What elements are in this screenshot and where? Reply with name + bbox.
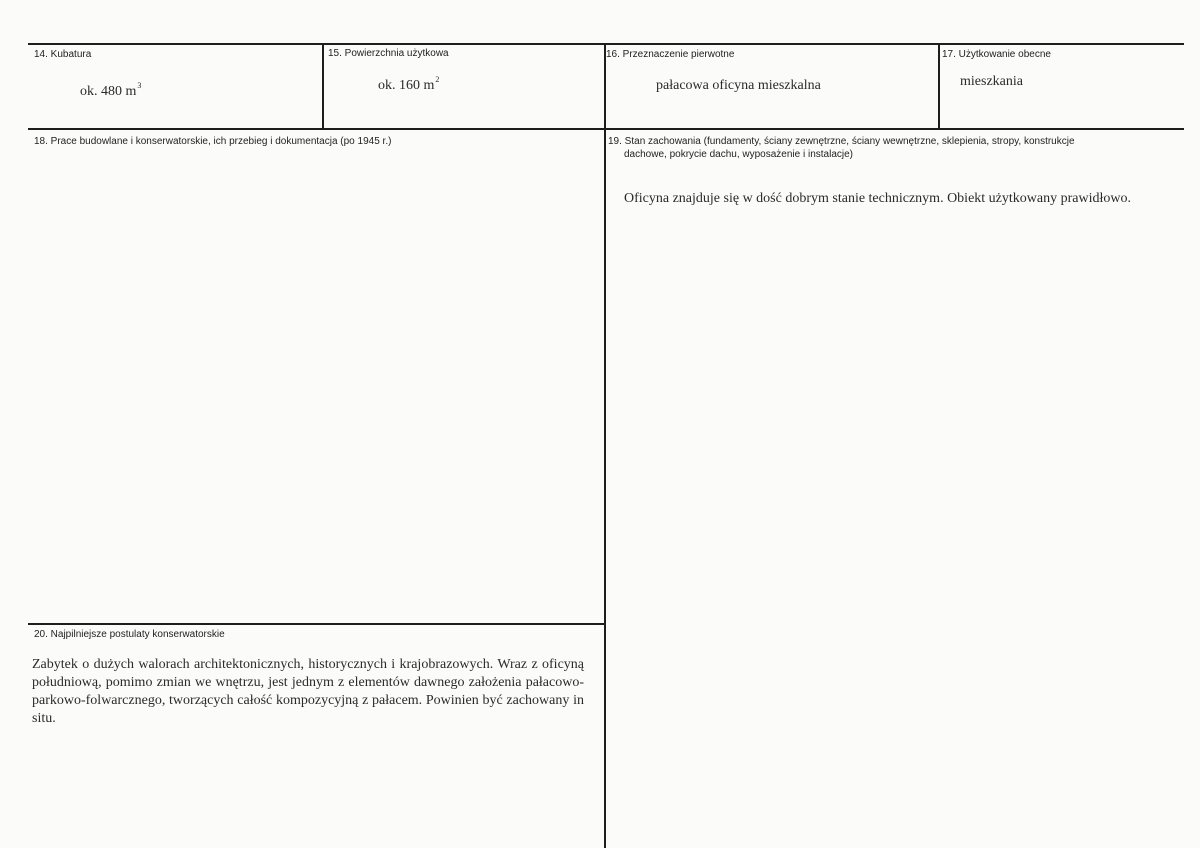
- field-17-label: 17. Użytkowanie obecne: [942, 49, 1051, 60]
- field-16-value: pałacowa oficyna mieszkalna: [656, 78, 821, 93]
- field-14-value: [80, 81, 142, 100]
- divider-16-17: [938, 43, 940, 129]
- field-14-unit-exponent: 3: [137, 81, 142, 90]
- field-15-label: 15. Powierzchnia użytkowa: [328, 48, 449, 59]
- row1-bottom-line: [28, 128, 1184, 130]
- top-border-line: [28, 43, 1184, 45]
- field-19-label-line1: 19. Stan zachowania (fundamenty, ściany zewnętrzne, ściany wewnętrzne, sklepienia, stropy, konstrukcje: [608, 136, 1075, 147]
- field20-top-line: [28, 623, 605, 625]
- field-20-value: Zabytek o dużych walorach architektonicznych, historycznych i krajobrazowych. Wraz z oficyną południową, pomimo zmian we wnętrzu, jest jednym z elementów dawnego założenia pałacowo-parkowo-folwarcznego, tworzących całość kompozycyjną z pałacem. Powinien być zachowany in situ.: [32, 657, 584, 726]
- field-15-unit-exponent: 2: [435, 75, 440, 84]
- field-19-label-line2: dachowe, pokrycie dachu, wyposażenie i instalacje): [624, 149, 854, 160]
- field-18-label: 18. Prace budowlane i konserwatorskie, ich przebieg i dokumentacja (po 1945 r.): [34, 136, 392, 147]
- field-14-value-text: ok. 480 m: [80, 84, 137, 99]
- field-14-label: 14. Kubatura: [34, 49, 92, 60]
- divider-14-15: [322, 43, 324, 129]
- field-16-label: 16. Przeznaczenie pierwotne: [606, 49, 735, 60]
- field-17-value: mieszkania: [960, 74, 1023, 89]
- field-19-value: Oficyna znajduje się w dość dobrym stanie technicznym. Obiekt użytkowany prawidłowo.: [624, 191, 1131, 206]
- field-15-value: [378, 75, 440, 94]
- field-20-label: 20. Najpilniejsze postulaty konserwatorskie: [34, 629, 225, 640]
- field-15-value-text: ok. 160 m: [378, 78, 435, 93]
- center-divider: [604, 43, 606, 848]
